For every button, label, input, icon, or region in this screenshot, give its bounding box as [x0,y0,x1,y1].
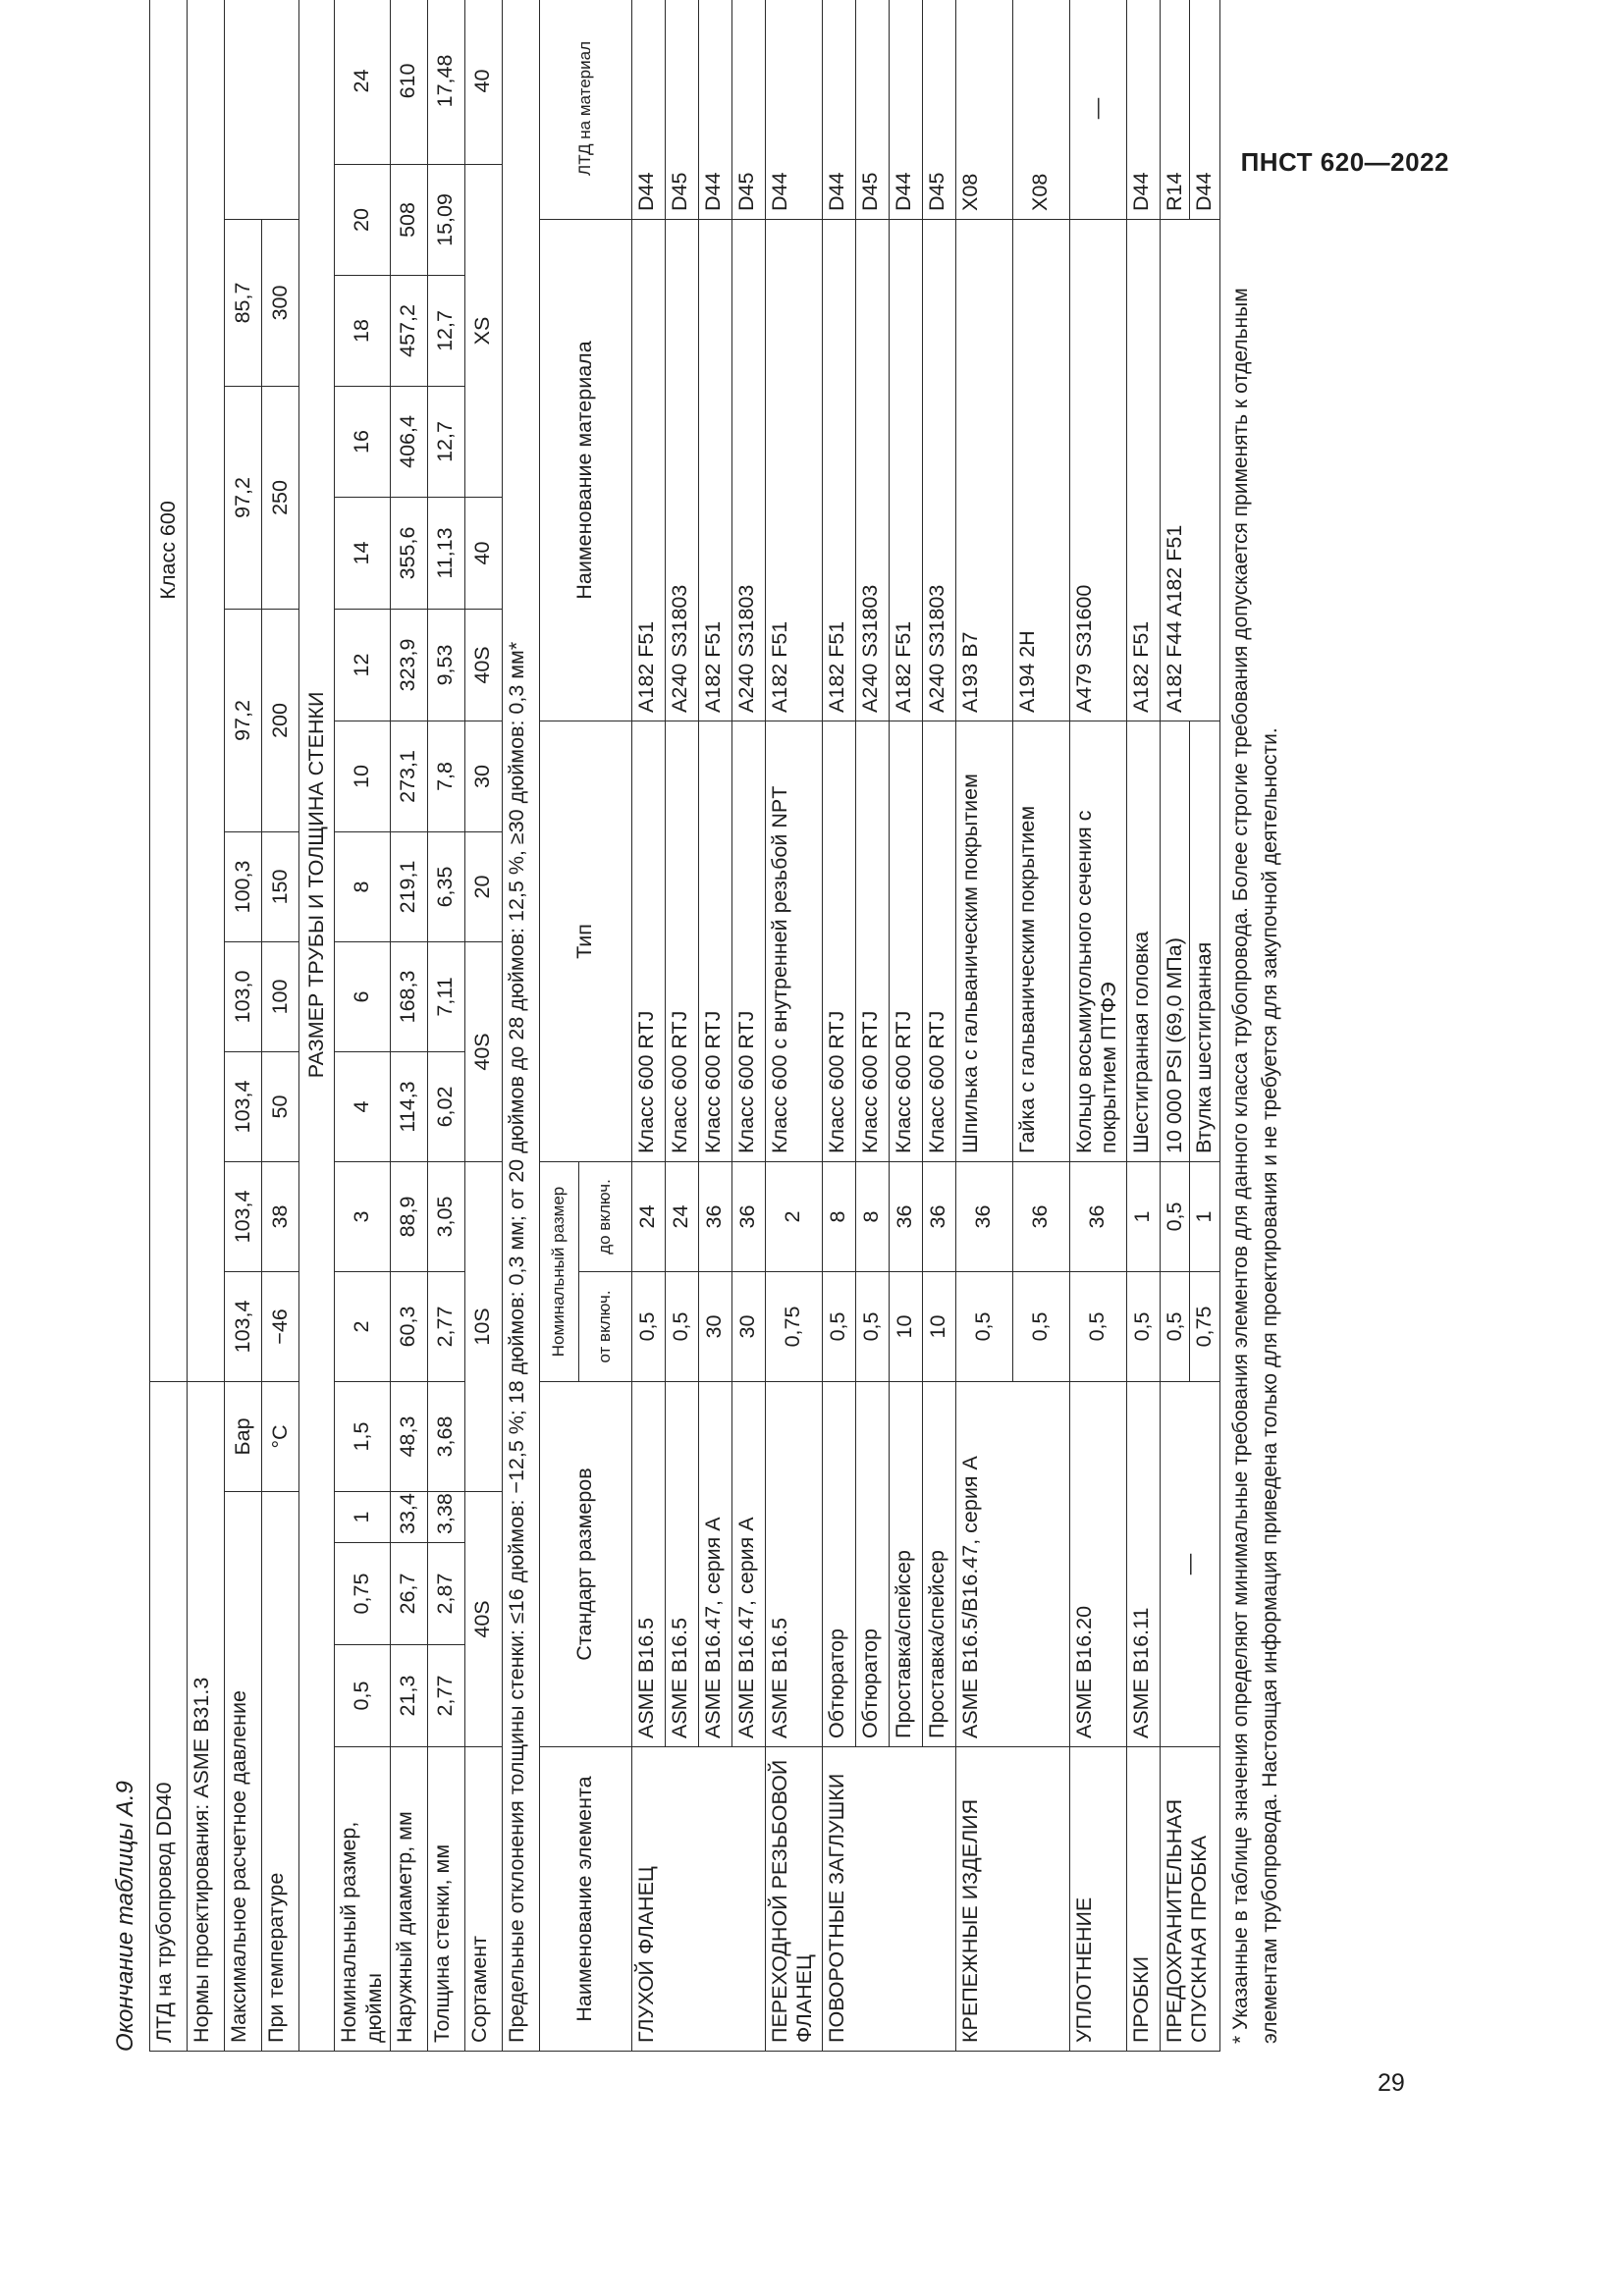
element-name: КРЕПЕЖНЫЕ ИЗДЕЛИЯ [955,1747,1069,2052]
pipe-class-table [149,0,1220,2052]
ltd-material-cell: D45 [855,0,889,219]
element-name: ГЛУХОЙ ФЛАНЕЦ [631,1747,765,2052]
temp-value: 150 [262,831,299,941]
standard-cell: Обтюратор [822,1381,855,1746]
element-name: ПРОБКИ [1126,1747,1160,2052]
od-value: 114,3 [390,1051,427,1161]
nominal-value: 6 [335,941,391,1051]
nominal-value: 10 [335,721,391,831]
page-number: 29 [1378,2069,1405,2097]
od-value: 355,6 [390,497,427,609]
nominal-value: 8 [335,831,391,941]
nominal-value: 24 [335,0,391,164]
bar-unit: Бар [225,1381,262,1491]
from-cell: 0,5 [1160,1271,1190,1381]
schedule-label: Сортамент [464,1747,502,2052]
temp-value: 50 [262,1051,299,1161]
wall-value: 12,7 [427,386,464,497]
to-cell: 24 [631,1161,665,1271]
pressure-value: 103,0 [225,941,262,1051]
pressure-value: 100,3 [225,831,262,941]
schedule-value: 40S [464,1492,502,1747]
nominal-value: 14 [335,497,391,609]
od-value: 273,1 [390,721,427,831]
to-cell: 36 [922,1161,955,1271]
element-name: ПОВОРОТНЫЕ ЗАГЛУШКИ [822,1747,955,2052]
material-cell: A182 F51 [765,219,822,721]
footnote: * Указанные в таблице значения определяют минимальные требования элементов для данного класса трубопровода. Более строгие требования допускается применять к отдельным элементам трубопровода. Настоящая информация приведена только для проектирования и не требуется для закупочной деятельности. [1229,288,1282,2044]
standard-cell: ASME B16.5 [665,1381,698,1746]
col-ltd-material: ЛТД на материал [539,0,631,219]
material-cell: A182 F51 [822,219,855,721]
nominal-value: 1,5 [335,1381,391,1491]
material-cell: A182 F51 [631,219,665,721]
ltd-material-cell: D44 [631,0,665,219]
to-cell: 1 [1126,1161,1160,1271]
wall-value: 9,53 [427,609,464,721]
to-cell: 24 [665,1161,698,1271]
type-cell: Класс 600 RTJ [855,721,889,1161]
col-nominal-size: Номинальный размер [539,1161,578,1381]
material-cell: A182 F51 [698,219,731,721]
ltd-material-cell: D44 [1190,0,1220,219]
wall-value: 12,7 [427,275,464,386]
pressure-value: 97,2 [225,609,262,831]
element-name: ПРЕДОХРАНИТЕЛЬНАЯ СПУСКНАЯ ПРОБКА [1160,1747,1220,2052]
standard-cell: ASME B16.11 [1126,1381,1160,1746]
type-cell: Класс 600 с внутренней резьбой NPT [765,721,822,1161]
from-cell: 0,5 [855,1271,889,1381]
schedule-value: 40 [464,497,502,609]
ltd-material-cell: D45 [922,0,955,219]
ltd-material-cell: D44 [889,0,922,219]
nominal-value: 2 [335,1271,391,1381]
type-cell: Шестигранная головка [1126,721,1160,1161]
type-cell: Гайка с гальваническим покрытием [1012,721,1069,1161]
to-cell: 36 [698,1161,731,1271]
temp-value: 250 [262,386,299,609]
wall-value: 2,87 [427,1543,464,1645]
pressure-value: 103,4 [225,1161,262,1271]
nominal-value: 1 [335,1492,391,1543]
od-value: 60,3 [390,1271,427,1381]
nominal-value: 0,5 [335,1645,391,1747]
type-cell: 10 000 PSI (69,0 МПа) [1160,721,1190,1161]
from-cell: 0,5 [1012,1271,1069,1381]
to-cell: 1 [1190,1161,1220,1271]
material-cell: A479 S31600 [1069,219,1126,721]
standard-cell: ASME B16.20 [1069,1381,1126,1746]
type-cell: Кольцо восьмиугольного сечения с покрытием ПТФЭ [1069,721,1126,1161]
od-value: 88,9 [390,1161,427,1271]
pressure-value: 85,7 [225,219,262,386]
col-element: Наименование элемента [539,1747,631,2052]
to-cell: 2 [765,1161,822,1271]
nominal-value: 12 [335,609,391,721]
table-caption: Окончание таблицы А.9 [112,1781,138,2052]
norms-empty [188,0,225,1381]
col-material: Наименование материала [539,219,631,721]
od-value: 406,4 [390,386,427,497]
wall-value: 2,77 [427,1645,464,1747]
wall-value: 17,48 [427,0,464,164]
nominal-label: Номинальный размер, дюймы [335,1747,391,2052]
ltd-material-cell: — [1069,0,1126,219]
max-pressure-label: Максимальное расчетное давление [225,1492,262,2052]
od-value: 168,3 [390,941,427,1051]
standard-cell: — [1160,1381,1220,1746]
material-cell: A182 F44 A182 F51 [1160,219,1220,721]
temp-value: 100 [262,941,299,1051]
to-cell: 36 [955,1161,1012,1271]
type-cell: Шпилька с гальваническим покрытием [955,721,1012,1161]
from-cell: 30 [731,1271,765,1381]
type-cell: Класс 600 RTJ [822,721,855,1161]
from-cell: 30 [698,1271,731,1381]
ltd-material-cell: R14 [1160,0,1190,219]
material-cell: A240 S31803 [665,219,698,721]
standard-cell: ASME B16.5 [631,1381,665,1746]
from-cell: 0,5 [822,1271,855,1381]
od-value: 48,3 [390,1381,427,1491]
ltd-material-cell: D44 [822,0,855,219]
to-cell: 36 [889,1161,922,1271]
from-cell: 0,5 [1126,1271,1160,1381]
schedule-value: 40S [464,941,502,1161]
schedule-value: 40S [464,609,502,721]
pressure-dash [225,0,299,219]
type-cell: Класс 600 RTJ [631,721,665,1161]
element-name: ПЕРЕХОДНОЙ РЕЗЬБОВОЙ ФЛАНЕЦ [765,1747,822,2052]
col-standard: Стандарт размеров [539,1381,631,1746]
od-label: Наружный диаметр, мм [390,1747,427,2052]
col-from: от включ. [578,1271,631,1381]
standard-cell: ASME B16.47, серия А [698,1381,731,1746]
nominal-value: 16 [335,386,391,497]
from-cell: 0,75 [765,1271,822,1381]
od-value: 323,9 [390,609,427,721]
to-cell: 8 [855,1161,889,1271]
material-cell: A193 B7 [955,219,1012,721]
wall-label: Толщина стенки, мм [427,1747,464,2052]
od-value: 26,7 [390,1543,427,1645]
material-cell: A182 F51 [889,219,922,721]
type-cell: Класс 600 RTJ [698,721,731,1161]
wall-value: 3,38 [427,1492,464,1543]
col-type: Тип [539,721,631,1161]
temp-value: 38 [262,1161,299,1271]
from-cell: 0,75 [1190,1271,1220,1381]
od-value: 21,3 [390,1645,427,1747]
from-cell: 0,5 [1069,1271,1126,1381]
standard-cell: Проставка/спейсер [889,1381,922,1746]
material-cell: A194 2H [1012,219,1069,721]
material-cell: A240 S31803 [922,219,955,721]
ltd-material-cell: D44 [1126,0,1160,219]
wall-value: 6,35 [427,831,464,941]
od-value: 508 [390,164,427,275]
from-cell: 0,5 [955,1271,1012,1381]
nominal-value: 18 [335,275,391,386]
ltd-material-cell: X08 [1012,0,1069,219]
schedule-value: 20 [464,831,502,941]
wall-value: 7,11 [427,941,464,1051]
to-cell: 36 [1012,1161,1069,1271]
class-cell: Класс 600 [150,0,188,1381]
type-cell: Втулка шестигранная [1190,721,1220,1161]
material-cell: A182 F51 [1126,219,1160,721]
wall-value: 2,77 [427,1271,464,1381]
standard-cell: ASME B16.5/B16.47, серия А [955,1381,1069,1746]
od-value: 219,1 [390,831,427,941]
standard-cell: Проставка/спейсер [922,1381,955,1746]
schedule-value: 30 [464,721,502,831]
pressure-value: 103,4 [225,1271,262,1381]
schedule-value: XS [464,164,502,497]
standard-cell: Обтюратор [855,1381,889,1746]
material-cell: A240 S31803 [855,219,889,721]
standard-cell: ASME B16.5 [765,1381,822,1746]
to-cell: 36 [1069,1161,1126,1271]
c-unit: °C [262,1381,299,1491]
tolerance-note: Предельные отклонения толщины стенки: ≤16 дюймов: −12,5 %; 18 дюймов: 0,3 мм; от 20 дюймов до 28 дюймов: 12,5 %, ≥30 дюймов: 0,3 мм* [502,0,539,2052]
type-cell: Класс 600 RTJ [731,721,765,1161]
to-cell: 0,5 [1160,1161,1190,1271]
norms-cell: Нормы проектирования: ASME B31.3 [188,1381,225,2051]
od-value: 610 [390,0,427,164]
from-cell: 10 [889,1271,922,1381]
ltd-material-cell: D44 [698,0,731,219]
from-cell: 0,5 [665,1271,698,1381]
temp-value: 300 [262,219,299,386]
standard-cell: ASME B16.47, серия А [731,1381,765,1746]
nominal-value: 0,75 [335,1543,391,1645]
type-cell: Класс 600 RTJ [665,721,698,1161]
material-cell: A240 S31803 [731,219,765,721]
ltd-pipe-cell: ЛТД на трубопровод DD40 [150,1381,188,2051]
from-cell: 10 [922,1271,955,1381]
nominal-value: 4 [335,1051,391,1161]
pipe-section-title: РАЗМЕР ТРУБЫ И ТОЛЩИНА СТЕНКИ [299,0,335,2052]
schedule-value: 10S [464,1161,502,1491]
to-cell: 8 [822,1161,855,1271]
wall-value: 7,8 [427,721,464,831]
wall-value: 3,68 [427,1381,464,1491]
wall-value: 6,02 [427,1051,464,1161]
wall-value: 3,05 [427,1161,464,1271]
wall-value: 15,09 [427,164,464,275]
col-to: до включ. [578,1161,631,1271]
type-cell: Класс 600 RTJ [889,721,922,1161]
temp-value: 200 [262,609,299,831]
ltd-material-cell: D45 [731,0,765,219]
element-name: УПЛОТНЕНИЕ [1069,1747,1126,2052]
at-temp-label: При температуре [262,1492,299,2052]
pressure-value: 103,4 [225,1051,262,1161]
nominal-value: 20 [335,164,391,275]
ltd-material-cell: D44 [765,0,822,219]
to-cell: 36 [731,1161,765,1271]
ltd-material-cell: X08 [955,0,1012,219]
nominal-value: 3 [335,1161,391,1271]
od-value: 457,2 [390,275,427,386]
ltd-material-cell: D45 [665,0,698,219]
document-header: ПНСТ 620—2022 [1240,147,1449,177]
schedule-value: 40 [464,0,502,164]
pressure-value: 97,2 [225,386,262,609]
from-cell: 0,5 [631,1271,665,1381]
type-cell: Класс 600 RTJ [922,721,955,1161]
od-value: 33,4 [390,1492,427,1543]
wall-value: 11,13 [427,497,464,609]
temp-value: −46 [262,1271,299,1381]
